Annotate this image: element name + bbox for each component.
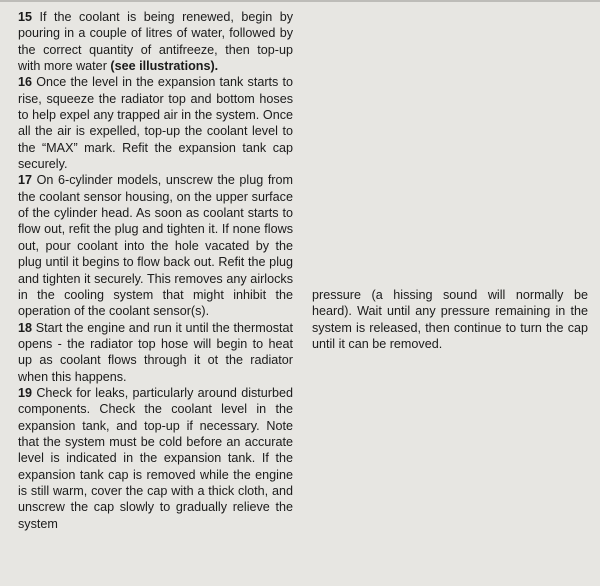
paragraph-text: If the coolant is being renewed, begin by pouring in a couple of litres of water, followed by the correct quantity of antifreeze, then top-up with more water [18,10,293,74]
paragraph-17 [18,172,293,319]
paragraph-19-continued: pressure (a hissing sound will normally be heard). Wait until any pressure remaining in the system is released, then continue to turn the cap until it can be removed. [312,288,588,352]
right-column [312,287,588,352]
paragraph-number: 15 [18,10,33,24]
top-rule [0,0,600,2]
illustration-reference: (see illustrations). [110,59,219,74]
paragraph-15 [18,9,293,74]
paragraph-19 [18,385,293,532]
paragraph-16 [18,74,293,172]
paragraph-number: 17 [18,173,33,188]
paragraph-number: 18 [18,320,33,335]
left-column [18,9,293,532]
paragraph-text: On 6-cylinder models, unscrew the plug from the coolant sensor housing, on the upper surface of the cylinder head. As soon as coolant starts to flow out, refit the plug and tighten it. If none flows out, pour coolant into the hole vacated by the plug until it begins to flow back out. Refit the plug and tighten it securely. This removes any airlocks in the cooling system that might inhibit the operation of the coolant sensor(s). [18,173,294,319]
paragraph-18 [18,320,293,385]
paragraph-text: Check for leaks, particularly around disturbed components. Check the coolant level in the expansion tank, and top-up if necessary. Note that the system must be cold before an accurate level is indicated in the expansion tank. If the expansion tank cap is removed while the engine is still warm, cover the cap with a thick cloth, and unscrew the cap slowly to gradually relieve the system [18,385,293,531]
paragraph-number: 19 [18,385,33,400]
paragraph-text: Once the level in the expansion tank starts to rise, squeeze the radiator top and bottom hoses to help expel any trapped air in the system. Once all the air is expelled, top-up the coolant level to the “MAX” mark. Refit the expansion tank cap securely. [18,75,293,172]
paragraph-number: 16 [18,75,33,90]
paragraph-text: Start the engine and run it until the thermostat opens - the radiator top hose will begin to heat up as coolant flows through it ot the radiator when this happens. [18,320,293,384]
